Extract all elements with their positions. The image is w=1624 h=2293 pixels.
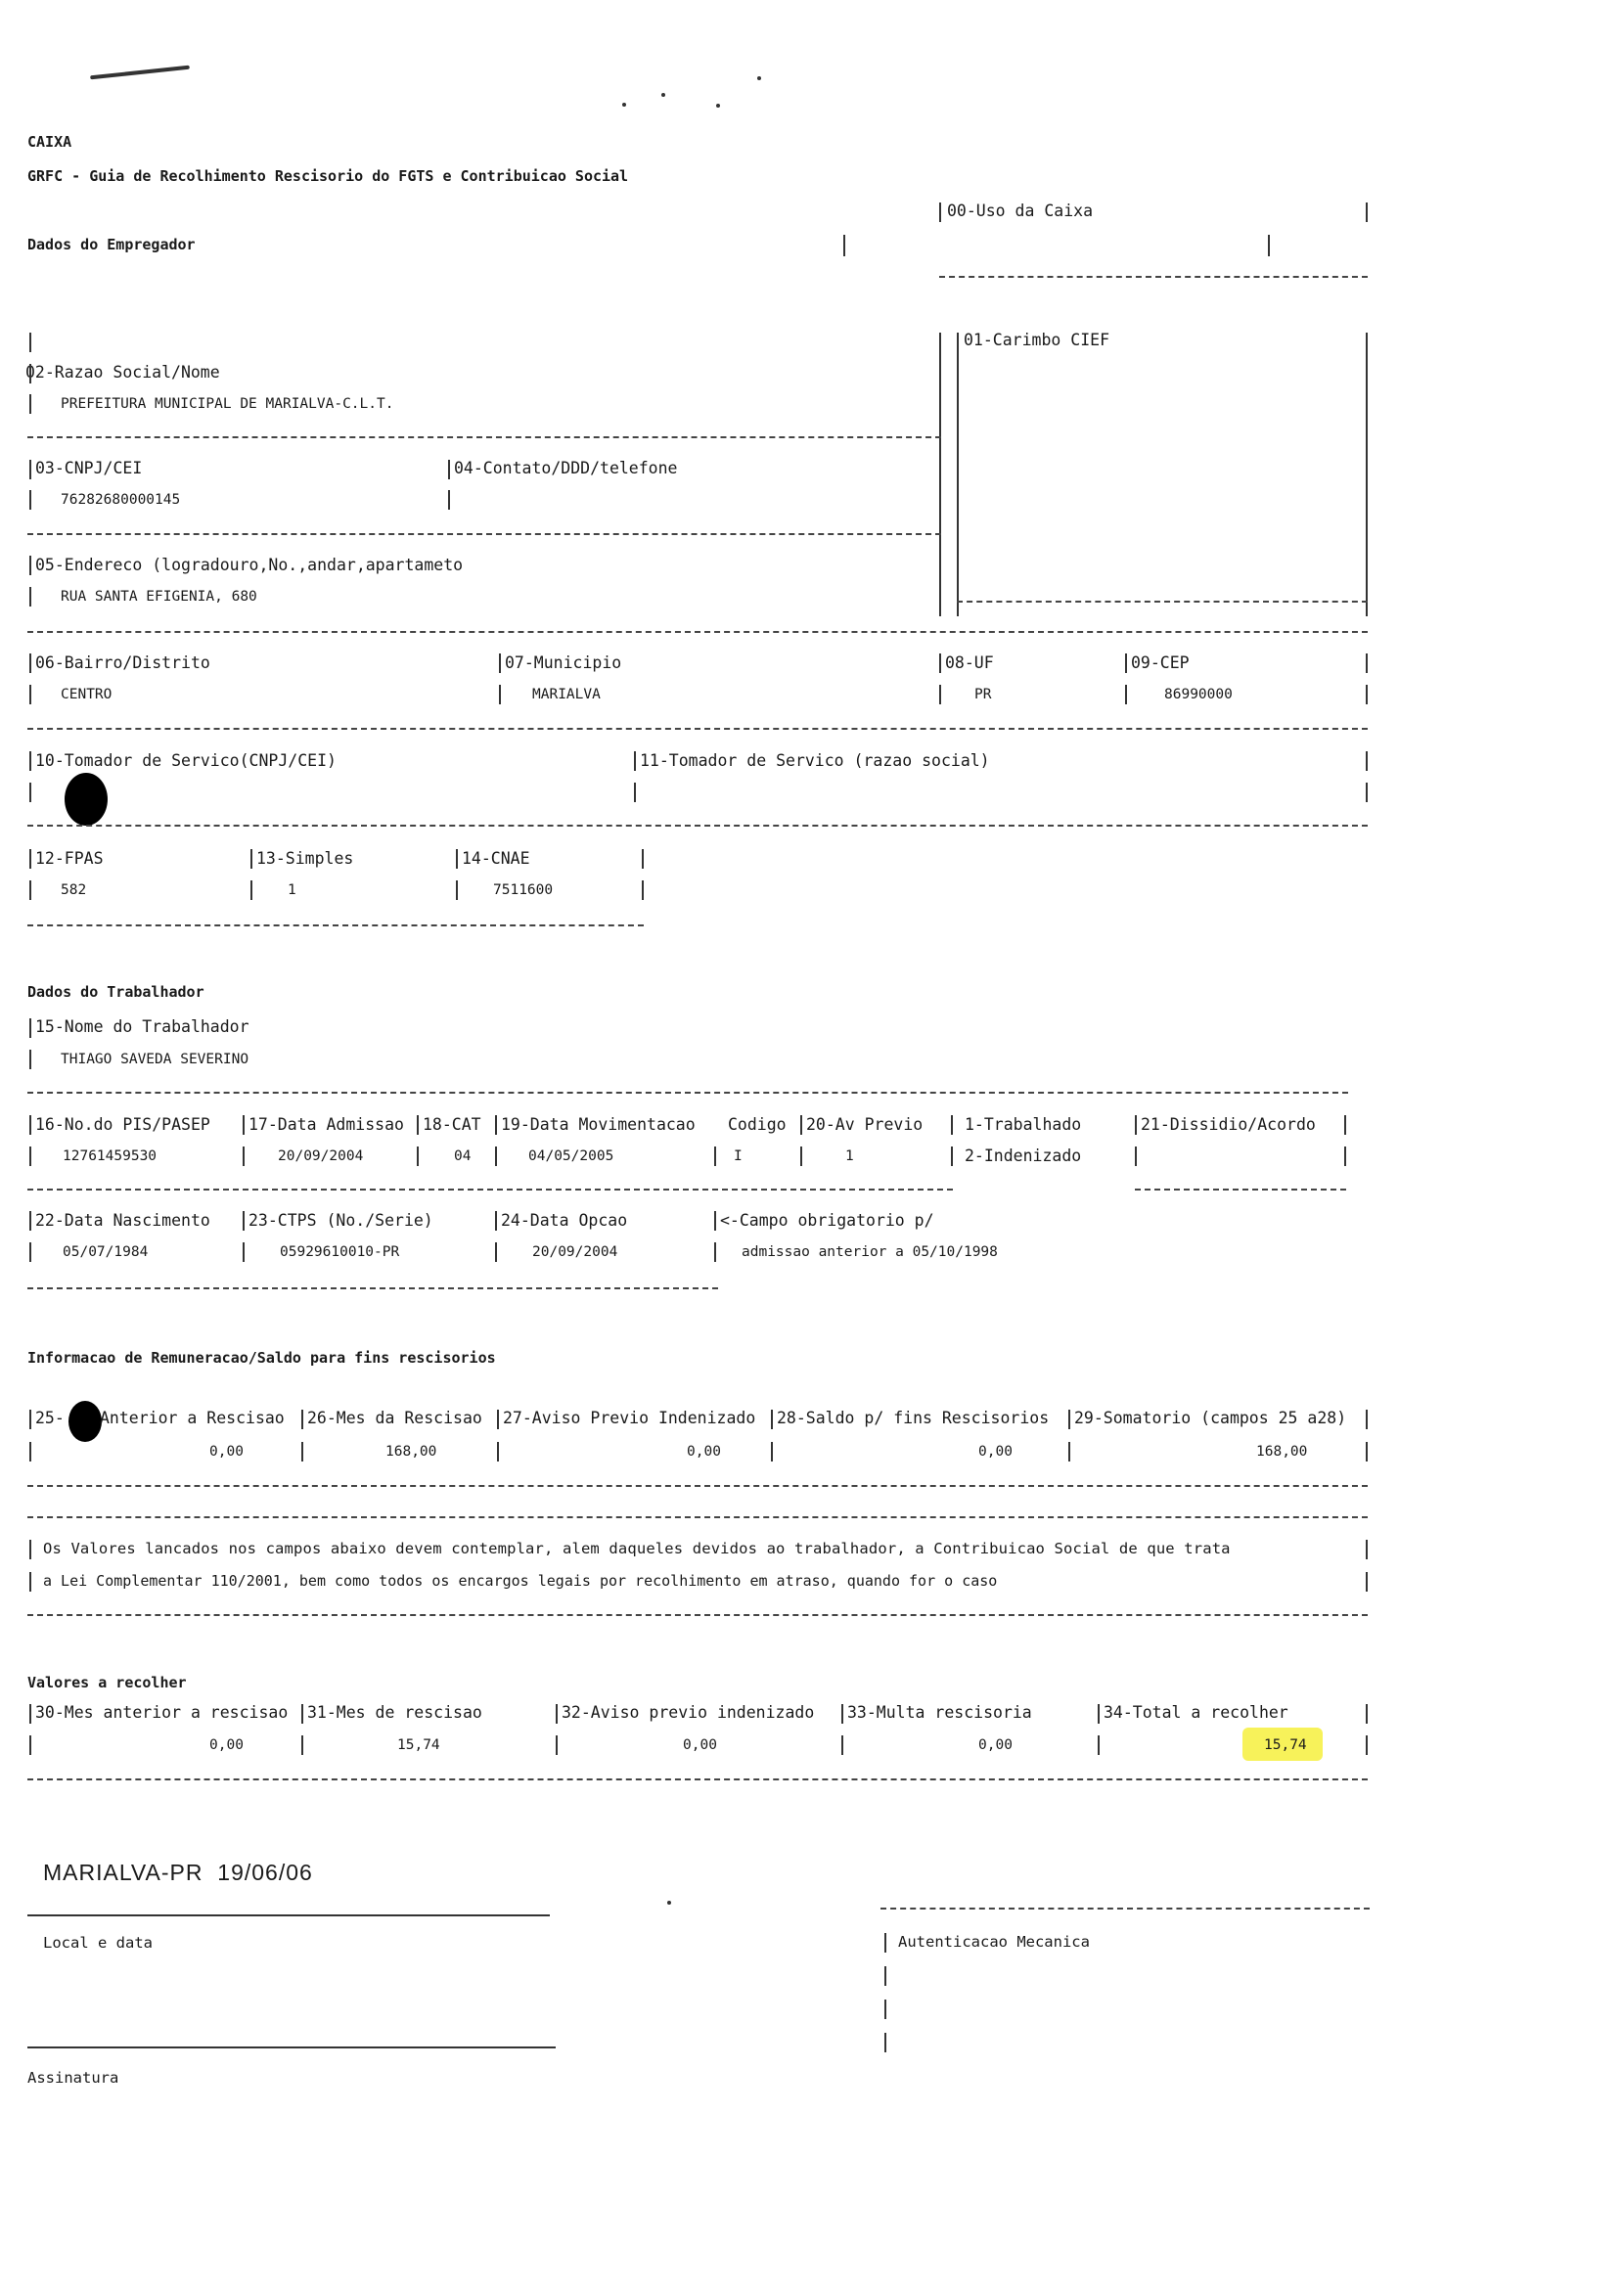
f25-label: Anterior a Rescisao	[100, 1409, 285, 1427]
section-empregador: Dados do Empregador	[27, 236, 196, 253]
border	[1366, 783, 1368, 802]
border	[495, 1242, 497, 1262]
border	[301, 1442, 303, 1461]
razao-value: PREFEITURA MUNICIPAL DE MARIALVA-C.L.T.	[61, 396, 394, 412]
border	[243, 1146, 245, 1166]
dashed-rule	[939, 276, 1368, 278]
f29-label: 29-Somatorio (campos 25 a28)	[1074, 1409, 1347, 1427]
notice-line-1: Os Valores lancados nos campos abaixo devem contemplar, alem daqueles devidos ao trabalhador, a Contribuicao Social de que trata	[43, 1540, 1231, 1557]
movimentacao-label: 19-Data Movimentacao	[501, 1115, 696, 1134]
border	[29, 1115, 31, 1135]
border	[1344, 1146, 1346, 1166]
tomador-cnpj-label: 10-Tomador de Servico(CNPJ/CEI)	[35, 751, 337, 770]
cnpj-value: 76282680000145	[61, 492, 181, 508]
cnae-value: 7511600	[493, 882, 554, 898]
border	[556, 1704, 558, 1724]
speck	[757, 76, 761, 80]
border	[456, 849, 458, 869]
simples-label: 13-Simples	[256, 849, 354, 868]
border	[884, 2000, 886, 2019]
f28-value: 0,00	[978, 1444, 1013, 1460]
border	[29, 1242, 31, 1262]
border	[957, 333, 959, 616]
pis-label: 16-No.do PIS/PASEP	[35, 1115, 210, 1134]
codigo-value: I	[734, 1148, 743, 1164]
border	[417, 1115, 419, 1135]
border	[29, 1050, 31, 1069]
cep-label: 09-CEP	[1131, 653, 1190, 672]
border	[495, 1211, 497, 1231]
obrigatorio-note-1: <-Campo obrigatorio p/	[720, 1211, 934, 1230]
fpas-label: 12-FPAS	[35, 849, 104, 868]
f30-label: 30-Mes anterior a rescisao	[35, 1703, 289, 1722]
border	[29, 1540, 31, 1559]
border	[1366, 1442, 1368, 1461]
fpas-value: 582	[61, 882, 87, 898]
f30-value: 0,00	[209, 1737, 244, 1753]
assinatura-label: Assinatura	[27, 2069, 119, 2087]
cat-value: 04	[454, 1148, 472, 1164]
local-data-value: MARIALVA-PR 19/06/06	[43, 1860, 313, 1885]
border	[29, 880, 31, 900]
border	[29, 783, 31, 802]
uso-caixa-label: 00-Uso da Caixa	[947, 202, 1094, 220]
tomador-razao-label: 11-Tomador de Servico (razao social)	[640, 751, 990, 770]
cnpj-label: 03-CNPJ/CEI	[35, 459, 143, 477]
border	[884, 1966, 886, 1986]
border	[951, 1146, 953, 1166]
border	[642, 880, 644, 900]
cnae-label: 14-CNAE	[462, 849, 530, 868]
border	[29, 1572, 31, 1592]
border	[29, 587, 31, 607]
border	[939, 202, 941, 222]
dashed-rule	[27, 1092, 1348, 1094]
border	[29, 1146, 31, 1166]
border	[499, 653, 501, 673]
admissao-label: 17-Data Admissao	[248, 1115, 404, 1134]
municipio-label: 07-Municipio	[505, 653, 622, 672]
border	[301, 1410, 303, 1429]
dashed-rule	[27, 1778, 1368, 1780]
pen-stroke	[90, 66, 190, 80]
border	[1366, 1704, 1368, 1724]
nome-value: THIAGO SAVEDA SEVERINO	[61, 1052, 249, 1067]
border	[495, 1115, 497, 1135]
dashed-rule	[1135, 1189, 1346, 1191]
border	[29, 751, 31, 771]
obrigatorio-note-2: admissao anterior a 05/10/1998	[742, 1244, 998, 1260]
border	[1068, 1442, 1070, 1461]
speck	[716, 104, 720, 108]
border	[771, 1442, 773, 1461]
dashed-rule	[27, 631, 1368, 633]
section-remuneracao: Informacao de Remuneracao/Saldo para fins rescisorios	[27, 1349, 496, 1367]
border	[771, 1410, 773, 1429]
dashed-rule	[27, 728, 1368, 730]
border	[497, 1410, 499, 1429]
border	[642, 849, 644, 869]
dashed-rule	[27, 924, 644, 926]
border	[800, 1115, 802, 1135]
border	[29, 333, 31, 352]
border	[243, 1211, 245, 1231]
border	[301, 1735, 303, 1755]
codigo-label: Codigo	[728, 1115, 787, 1134]
dashed-rule	[27, 1287, 718, 1289]
f32-label: 32-Aviso previo indenizado	[562, 1703, 815, 1722]
trabalhado-label: 1-Trabalhado	[965, 1115, 1082, 1134]
border	[1068, 1410, 1070, 1429]
border	[29, 1442, 31, 1461]
border	[1366, 653, 1368, 673]
f29-value: 168,00	[1256, 1444, 1308, 1460]
border	[499, 685, 501, 704]
endereco-label: 05-Endereco (logradouro,No.,andar,apartameto	[35, 556, 464, 574]
ctps-value: 05929610010-PR	[280, 1244, 400, 1260]
border	[29, 1735, 31, 1755]
dashed-rule	[880, 1908, 1370, 1910]
border	[448, 490, 450, 510]
border	[1344, 1115, 1346, 1135]
border	[1135, 1115, 1137, 1135]
border	[1125, 685, 1127, 704]
border	[1135, 1146, 1137, 1166]
f32-value: 0,00	[683, 1737, 717, 1753]
section-trabalhador: Dados do Trabalhador	[27, 983, 204, 1001]
razao-label: 02-Razao Social/Nome	[25, 363, 220, 382]
f25-prefix: 25-	[35, 1409, 65, 1427]
f33-label: 33-Multa rescisoria	[847, 1703, 1032, 1722]
f27-label: 27-Aviso Previo Indenizado	[503, 1409, 756, 1427]
border	[29, 364, 31, 383]
border	[29, 460, 31, 479]
notice-line-2: a Lei Complementar 110/2001, bem como todos os encargos legais por recolhimento em atraso, quando for o caso	[43, 1572, 998, 1590]
punch-hole-mark	[68, 1401, 102, 1442]
carimbo-label: 01-Carimbo CIEF	[964, 331, 1110, 349]
border	[495, 1146, 497, 1166]
border	[1098, 1704, 1100, 1724]
border	[29, 394, 31, 414]
border	[800, 1146, 802, 1166]
endereco-value: RUA SANTA EFIGENIA, 680	[61, 589, 257, 605]
autenticacao-label: Autenticacao Mecanica	[898, 1933, 1090, 1951]
border	[1366, 202, 1368, 222]
dissidio-label: 21-Dissidio/Acordo	[1141, 1115, 1316, 1134]
border	[29, 1018, 31, 1038]
admissao-value: 20/09/2004	[278, 1148, 364, 1164]
opcao-value: 20/09/2004	[532, 1244, 618, 1260]
border	[1366, 685, 1368, 704]
border	[250, 880, 252, 900]
dashed-rule	[27, 1614, 1368, 1616]
aviso-label: 20-Av Previo	[806, 1115, 924, 1134]
border	[714, 1211, 716, 1231]
uf-label: 08-UF	[945, 653, 994, 672]
bank-name: CAIXA	[27, 133, 72, 151]
border	[250, 849, 252, 869]
border	[1268, 235, 1270, 256]
dashed-rule	[27, 1485, 1368, 1487]
border	[29, 849, 31, 869]
border	[29, 653, 31, 673]
f26-label: 26-Mes da Rescisao	[307, 1409, 482, 1427]
f31-label: 31-Mes de rescisao	[307, 1703, 482, 1722]
f25-value: 0,00	[209, 1444, 244, 1460]
border	[29, 556, 31, 575]
dashed-rule	[27, 533, 941, 535]
aviso-value: 1	[845, 1148, 854, 1164]
border	[1366, 1540, 1368, 1559]
border	[634, 783, 636, 802]
border	[939, 685, 941, 704]
document-title: GRFC - Guia de Recolhimento Rescisorio do FGTS e Contribuicao Social	[27, 167, 629, 185]
border	[1366, 751, 1368, 771]
border	[714, 1146, 716, 1166]
speck	[622, 103, 626, 107]
border	[843, 235, 845, 256]
local-data-label: Local e data	[43, 1934, 153, 1952]
nome-label: 15-Nome do Trabalhador	[35, 1017, 249, 1036]
border	[448, 460, 450, 479]
punch-hole-mark	[65, 773, 108, 826]
border	[456, 880, 458, 900]
section-valores: Valores a recolher	[27, 1674, 187, 1691]
border	[1125, 653, 1127, 673]
border	[939, 333, 941, 616]
border	[939, 653, 941, 673]
nascimento-label: 22-Data Nascimento	[35, 1211, 210, 1230]
uf-value: PR	[974, 687, 992, 702]
border	[884, 2033, 886, 2052]
f28-label: 28-Saldo p/ fins Rescisorios	[777, 1409, 1050, 1427]
dashed-rule	[27, 1516, 1368, 1518]
border	[714, 1242, 716, 1262]
bairro-label: 06-Bairro/Distrito	[35, 653, 210, 672]
speck	[667, 1901, 671, 1905]
border	[29, 685, 31, 704]
border	[29, 1410, 31, 1429]
f31-value: 15,74	[397, 1737, 440, 1753]
f27-value: 0,00	[687, 1444, 721, 1460]
border	[1366, 1735, 1368, 1755]
border	[1366, 333, 1368, 616]
border	[951, 1115, 953, 1135]
dashed-rule	[957, 601, 1368, 603]
border	[1366, 1410, 1368, 1429]
pis-value: 12761459530	[63, 1148, 158, 1164]
f34-value: 15,74	[1264, 1737, 1307, 1753]
border	[1098, 1735, 1100, 1755]
border	[884, 1933, 886, 1953]
opcao-label: 24-Data Opcao	[501, 1211, 628, 1230]
border	[841, 1735, 843, 1755]
simples-value: 1	[288, 882, 296, 898]
border	[243, 1242, 245, 1262]
f34-label: 34-Total a recolher	[1104, 1703, 1288, 1722]
bairro-value: CENTRO	[61, 687, 113, 702]
border	[243, 1115, 245, 1135]
movimentacao-value: 04/05/2005	[528, 1148, 614, 1164]
border	[29, 1211, 31, 1231]
cep-value: 86990000	[1164, 687, 1233, 702]
signature-line	[27, 2046, 556, 2048]
border	[29, 1704, 31, 1724]
f33-value: 0,00	[978, 1737, 1013, 1753]
speck	[661, 93, 665, 97]
dashed-rule	[27, 436, 941, 438]
local-data-line	[27, 1914, 550, 1916]
dashed-rule	[27, 825, 1368, 827]
ctps-label: 23-CTPS (No./Serie)	[248, 1211, 433, 1230]
border	[1366, 1572, 1368, 1592]
border	[301, 1704, 303, 1724]
indenizado-label: 2-Indenizado	[965, 1146, 1082, 1165]
dashed-rule	[27, 1189, 953, 1191]
cat-label: 18-CAT	[423, 1115, 481, 1134]
border	[497, 1442, 499, 1461]
border	[29, 490, 31, 510]
border	[634, 751, 636, 771]
contato-label: 04-Contato/DDD/telefone	[454, 459, 678, 477]
border	[556, 1735, 558, 1755]
municipio-value: MARIALVA	[532, 687, 601, 702]
border	[417, 1146, 419, 1166]
border	[841, 1704, 843, 1724]
f26-value: 168,00	[385, 1444, 437, 1460]
nascimento-value: 05/07/1984	[63, 1244, 149, 1260]
